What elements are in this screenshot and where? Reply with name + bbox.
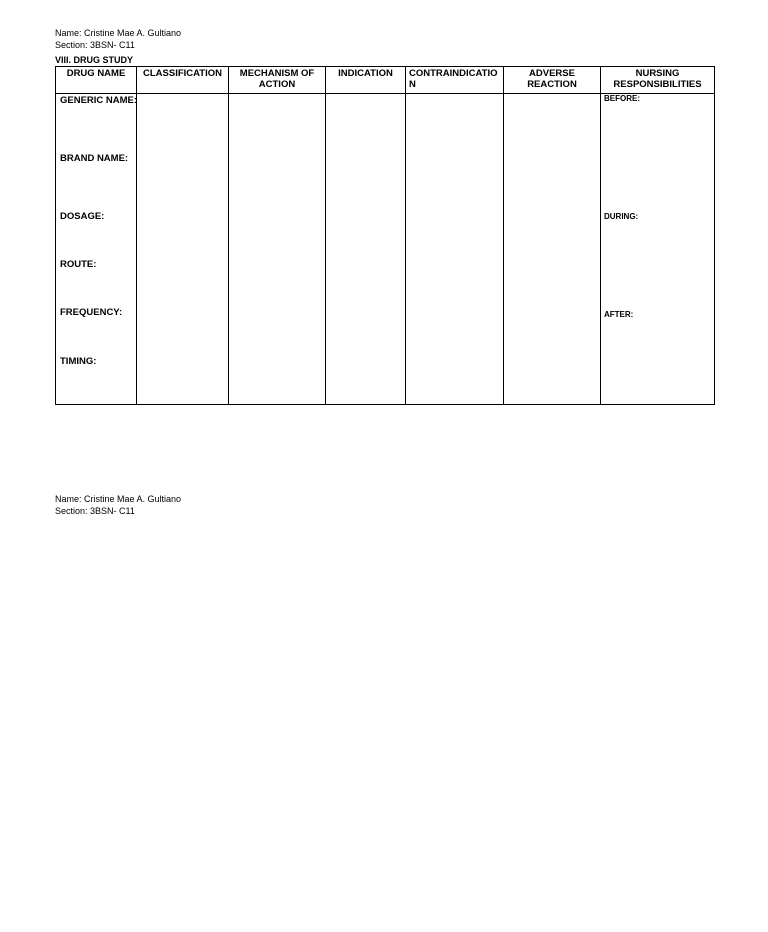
table-header-row [56, 67, 715, 94]
column-header-nursing-responsibilities [601, 67, 715, 94]
column-header-adverse-line-2: REACTION [527, 79, 577, 90]
classification-cell [137, 94, 229, 405]
student-section-second: Section: 3BSN- C11 [55, 506, 135, 516]
timing-label: TIMING: [60, 356, 97, 367]
column-header-adverse-reaction [504, 67, 601, 94]
column-header-indication: INDICATION [326, 67, 406, 94]
adverse-reaction-cell [504, 94, 601, 405]
section-title: VIII. DRUG STUDY [55, 55, 134, 65]
student-name-second: Name: Cristine Mae A. Gultiano [55, 494, 182, 504]
column-header-contra-line-1: CONTRAINDICATIO [409, 68, 498, 79]
indication-cell [326, 94, 406, 405]
before-label: BEFORE: [604, 94, 640, 103]
brand-name-label: BRAND NAME: [60, 153, 129, 164]
column-header-classification: CLASSIFICATION [137, 67, 229, 94]
column-header-mechanism-of-action [229, 67, 326, 94]
column-header-drug-name: DRUG NAME [56, 67, 137, 94]
column-header-nursing-line-2: RESPONSIBILITIES [613, 79, 702, 90]
column-header-contraindication [406, 67, 504, 94]
route-label: ROUTE: [60, 259, 97, 270]
table-body-row [56, 94, 715, 405]
column-header-adverse-line-1: ADVERSE [529, 68, 575, 79]
nursing-responsibilities-cell [601, 94, 715, 405]
drug-study-table [55, 66, 715, 405]
generic-name-label: GENERIC NAME: [60, 95, 138, 106]
drug-name-cell [56, 94, 137, 405]
column-header-mechanism-line-2: ACTION [258, 79, 296, 90]
column-header-contra-line-2: N [409, 79, 416, 90]
dosage-label: DOSAGE: [60, 211, 105, 222]
mechanism-cell [229, 94, 326, 405]
frequency-label: FREQUENCY: [60, 307, 123, 318]
after-label: AFTER: [604, 310, 634, 319]
column-header-nursing-line-1: NURSING [635, 68, 680, 79]
contraindication-cell [406, 94, 504, 405]
during-label: DURING: [604, 212, 639, 221]
column-header-mechanism-line-1: MECHANISM OF [239, 68, 315, 79]
student-name: Name: Cristine Mae A. Gultiano [55, 28, 182, 38]
student-section: Section: 3BSN- C11 [55, 40, 135, 50]
